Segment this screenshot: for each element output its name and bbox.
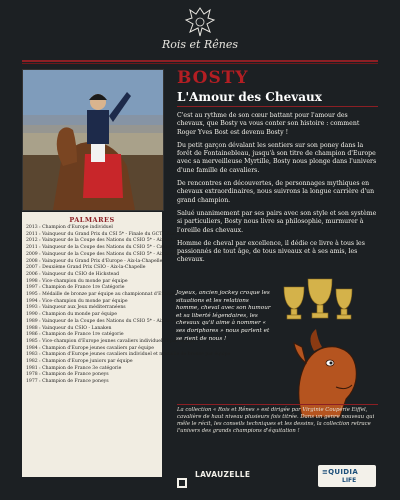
palmares-item: 2013 : Champion d'Europe individuel — [26, 225, 113, 230]
header-divider-thin — [22, 63, 378, 64]
palmares-item: 2006 : Vainqueur du CSIO de Hickstead — [26, 271, 120, 277]
rider-photo — [22, 69, 164, 211]
palmares-item: 1989 : Vainqueur de la Coupe des Nations du CSIO 5* - Aix-la-Chapelle — [26, 318, 192, 324]
title-divider — [177, 106, 378, 107]
footer-divider — [177, 404, 378, 405]
crest-icon — [180, 6, 220, 38]
collection-name: Rois et Rênes — [161, 38, 239, 51]
palmares-item: 1986 : Champion de France 1re catégorie — [26, 332, 124, 338]
collection-note: La collection « Rois et Rênes » est dirigée par Virginie Coupérie Eiffel, cavalière de haut niveau plusieurs fois titrée. Dans un genre nouveau qui mêle le récit, les conseils techniques et les dessins, la collection retrace l'univers des grands champions d'équitation ! — [177, 407, 375, 434]
palmares-item: 2009 : Vainqueur de la Coupe des Nations du CSIO 5* - Aix-la-Chapelle — [26, 251, 192, 257]
partner-logo — [318, 465, 376, 487]
palmares-item: 1997 : Champion de France 1re Catégorie — [26, 285, 125, 291]
palmares-item: 1985 : Vice-champion d'Europe jeunes cavaliers individuel et par équipe — [26, 338, 195, 344]
palmares-item: 2008 : Vainqueur du Grand Prix d'Europe - Aix-la-Chapelle — [26, 258, 163, 264]
book-title: BOSTY — [177, 68, 249, 88]
palmares-item: 1995 : Médaille de bronze par équipe au championnat d'Europe — [26, 292, 176, 298]
palmares-item: 2011 : Vainqueur de la Coupe des Nations du CSIO 5* - Calgary — [26, 245, 175, 251]
palmares-title: PALMARES — [69, 216, 115, 224]
palmares-item: 1983 : Champion d'Europe jeunes cavaliers individuel et médaille de bronze par équipe — [26, 352, 231, 358]
collection-logo — [150, 6, 250, 62]
palmares-item: 1993 : Vainqueur aux Jeux méditerranéens — [26, 305, 126, 311]
palmares-item: 2012 : Vainqueur de la Coupe des Nations du CSIO 5* - Aix-la-Chapelle — [26, 238, 192, 244]
palmares-item: 1977 : Champion de France poneys — [26, 379, 109, 385]
palmares-item: 1984 : Champion d'Europe jeunes cavaliers par équipe — [26, 345, 154, 351]
palmares-item: 1998 : Vice-champion du monde par équipe — [26, 278, 128, 284]
small-logo-icon — [177, 478, 187, 488]
publisher-logo: LAVAUZELLE — [195, 470, 251, 479]
palmares-item: 1988 : Vainqueur du CSIO - Lanaken — [26, 325, 112, 331]
palmares-item: 1994 : Vice-champion du monde par équipe — [26, 298, 128, 304]
blurb-paragraph: Homme de cheval par excellence, il dédie ce livre à tous les passionnés de tout âge, de tous niveaux et à ses amis, les chevaux. — [177, 239, 365, 264]
blurb-paragraph: De rencontres en découvertes, de personnages mythiques en chevaux extraordinaires, nous suivrons la longue carrière d'un grand champion. — [177, 180, 375, 204]
palmares-item: 2007 : Deuxième Grand Prix CSIO - Aix-la-Chapelle — [26, 265, 146, 271]
book-subtitle: L'Amour des Chevaux — [177, 90, 322, 104]
palmares-item: 1982 : Champion d'Europe juniors par équipe — [26, 359, 133, 365]
blurb-paragraph: Du petit garçon dévalant les sentiers sur son poney dans la forêt de Fontainebleau, jusqu'à son titre de champion d'Europe avec sa merveilleuse Myrtille, Bosty nous plonge dans l'univers d'une famille de cavaliers. — [177, 141, 377, 174]
blurb-paragraph: C'est au rythme de son cœur battant pour l'amour des chevaux, que Bosty va vous conter son histoire : comment Roger Yves Bost est devenu Bosty ! — [177, 112, 360, 136]
palmares-item: 1978 : Champion de France poneys — [26, 372, 109, 378]
header-divider — [22, 60, 378, 62]
partner-logo-name: ≡QUIDIA — [322, 468, 359, 476]
rider-photo-image — [23, 70, 163, 210]
palmares-item: 2011 : Vainqueur du Grand Prix du CSI 5* - Finale du GCT - Abu Dhabi — [26, 231, 192, 237]
partner-logo-sub: LIFE — [342, 477, 357, 484]
palmares-item: 1990 : Champion du monde par équipe — [26, 312, 117, 318]
palmares-item: 1981 : Champion de France 3e catégorie — [26, 365, 122, 371]
blurb-paragraph: Salué unanimement par ses pairs avec son style et son système si particuliers, Bosty nous livre sa philosophie, murmurer à l'oreille des chevaux. — [177, 209, 377, 234]
blurb-text — [177, 112, 377, 270]
illustrator-quote: Joyeux, ancien jockey croque les situations et les relations homme, cheval avec son humour et sa liberté légendaires, les chevaux qu'il aime à nommer « ses doriphores » nous parlent et se rient de nous ! — [176, 290, 271, 342]
